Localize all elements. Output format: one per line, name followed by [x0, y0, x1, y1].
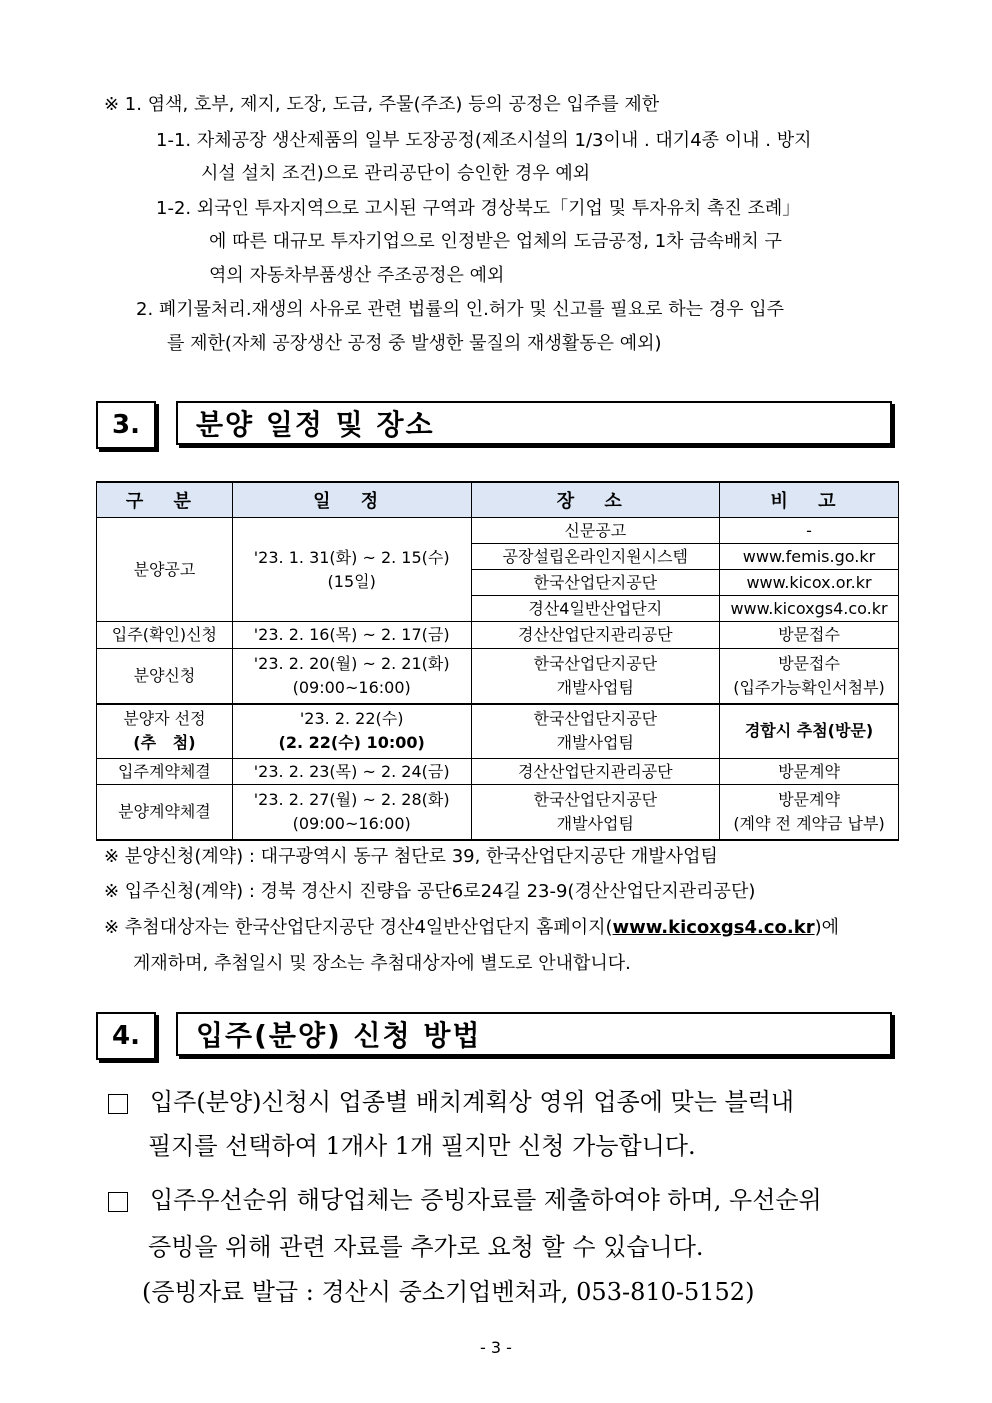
checklist-text: 입주(분양)신청시 업종별 배치계획상 영위 업종에 맞는 블럭내 — [150, 1088, 795, 1116]
section-4-number: 4. — [96, 1012, 156, 1060]
schedule-line: (2. 22(수) 10:00) — [278, 733, 425, 753]
cell-place — [471, 785, 719, 840]
table-header-row — [97, 482, 899, 518]
page-number: - 3 - — [480, 1338, 512, 1357]
cell-category — [97, 704, 233, 759]
table-row — [97, 785, 899, 840]
place-line: 한국산업단지공단 — [533, 653, 658, 673]
schedule-line: '23. 2. 20(월) ~ 2. 21(화) — [253, 653, 450, 673]
cell-remarks — [720, 785, 899, 840]
checklist-item-1 — [108, 1077, 794, 1127]
remarks-line: (계약 전 계약금 납부) — [733, 813, 885, 833]
note-lottery-text-end: )에 — [814, 917, 839, 938]
note-2-line2: 를 제한(자체 공장생산 공정 중 발생한 물질의 재생활동은 예외) — [167, 333, 662, 354]
cell-remarks: 방문접수 — [720, 622, 899, 649]
cell-place: 경산산업단지관리공단 — [471, 759, 719, 785]
place-line: 개발사업팀 — [556, 733, 634, 753]
cell-remarks: www.kicoxgs4.co.kr — [720, 596, 899, 622]
checklist-item-1-line2: 필지를 선택하여 1개사 1개 필지만 신청 가능합니다. — [148, 1132, 696, 1160]
place-line: 한국산업단지공단 — [533, 789, 658, 809]
cell-category: 분양신청 — [97, 649, 233, 704]
note-2-line1: 2. 폐기물처리.재생의 사유로 관련 법률의 인.허가 및 신고를 필요로 하는 경우 입주 — [136, 299, 784, 320]
table-row — [97, 649, 899, 704]
section-3-title: 분양 일정 및 장소 — [176, 401, 892, 445]
checkbox-icon — [108, 1192, 128, 1212]
place-line: 개발사업팀 — [556, 677, 634, 697]
cell-place — [471, 649, 719, 704]
cell-place: 공장설립온라인지원시스템 — [471, 544, 719, 570]
note-1-2-line1: 1-2. 외국인 투자지역으로 고시된 구역과 경상북도「기업 및 투자유치 촉진 조례」 — [156, 198, 801, 219]
checkbox-icon — [108, 1094, 128, 1114]
category-line: (추 첨) — [133, 733, 196, 753]
schedule-line: '23. 1. 31(화) ~ 2. 15(수) — [253, 547, 450, 567]
cell-remarks — [720, 649, 899, 704]
note-move-in-application: ※ 입주신청(계약) : 경북 경산시 진량읍 공단6로24길 23-9(경산산업단지관리공단) — [104, 881, 756, 902]
cell-place: 경산산업단지관리공단 — [471, 622, 719, 649]
header-schedule: 일 정 — [232, 482, 471, 518]
note-1: ※ 1. 염색, 호부, 제지, 도장, 도금, 주물(주조) 등의 공정은 입주를 제한 — [104, 94, 660, 115]
note-1-2-line3: 역의 자동차부품생산 주조공정은 예외 — [209, 265, 505, 286]
cell-schedule — [232, 649, 471, 704]
note-1-1-line1: 1-1. 자체공장 생산제품의 일부 도장공정(제조시설의 1/3이내 . 대기4종 이내 . 방지 — [156, 130, 812, 151]
cell-schedule: '23. 2. 23(목) ~ 2. 24(금) — [232, 759, 471, 785]
remarks-line: 방문접수 — [778, 653, 840, 673]
checklist-item-2-line3: (증빙자료 발급 : 경산시 중소기업벤처과, 053-810-5152) — [142, 1278, 755, 1306]
note-sale-application: ※ 분양신청(계약) : 대구광역시 동구 첨단로 39, 한국산업단지공단 개발사업팀 — [104, 846, 718, 867]
cell-place: 경산4일반산업단지 — [471, 596, 719, 622]
cell-category: 입주계약체결 — [97, 759, 233, 785]
place-line: 한국산업단지공단 — [533, 709, 658, 729]
table-row — [97, 759, 899, 785]
note-1-2-line2: 에 따른 대규모 투자기업으로 인정받은 업체의 도금공정, 1차 금속배치 구 — [209, 231, 782, 252]
note-1-1-line2: 시설 설치 조건)으로 관리공단이 승인한 경우 예외 — [201, 163, 591, 184]
section-3-number: 3. — [96, 401, 156, 449]
remarks-line: 방문계약 — [778, 789, 840, 809]
schedule-line: (15일) — [327, 571, 376, 591]
remarks-line: (입주가능확인서첨부) — [733, 677, 885, 697]
cell-place — [471, 704, 719, 759]
cell-place: 한국산업단지공단 — [471, 570, 719, 596]
cell-remarks: www.kicox.or.kr — [720, 570, 899, 596]
schedule-line: '23. 2. 22(수) — [299, 709, 404, 729]
cell-schedule — [232, 785, 471, 840]
schedule-table — [96, 481, 899, 841]
cell-schedule: '23. 2. 16(목) ~ 2. 17(금) — [232, 622, 471, 649]
checklist-item-2 — [108, 1175, 822, 1225]
homepage-link[interactable]: www.kicoxgs4.co.kr — [612, 917, 815, 938]
cell-remarks: - — [720, 518, 899, 544]
note-lottery — [104, 914, 839, 942]
category-line: 분양자 선정 — [123, 709, 206, 729]
note-lottery-line2: 게재하며, 추첨일시 및 장소는 추첨대상자에 별도로 안내합니다. — [133, 953, 631, 974]
checklist-item-2-line2: 증빙을 위해 관련 자료를 추가로 요청 할 수 있습니다. — [148, 1233, 704, 1261]
table-row — [97, 704, 899, 759]
table-row — [97, 622, 899, 649]
cell-category: 분양계약체결 — [97, 785, 233, 840]
note-lottery-text: ※ 추첨대상자는 한국산업단지공단 경산4일반산업단지 홈페이지( — [104, 917, 613, 938]
cell-remarks: 경합시 추첨(방문) — [720, 704, 899, 759]
table-row — [97, 518, 899, 544]
section-4-title: 입주(분양) 신청 방법 — [176, 1012, 892, 1056]
cell-schedule — [232, 518, 471, 622]
schedule-line: (09:00~16:00) — [292, 813, 411, 833]
schedule-line: '23. 2. 27(월) ~ 2. 28(화) — [253, 789, 450, 809]
cell-category: 분양공고 — [97, 518, 233, 622]
checklist-text: 입주우선순위 해당업체는 증빙자료를 제출하여야 하며, 우선순위 — [150, 1186, 822, 1214]
header-place: 장 소 — [471, 482, 719, 518]
header-category: 구 분 — [97, 482, 233, 518]
cell-schedule — [232, 704, 471, 759]
cell-remarks: 방문계약 — [720, 759, 899, 785]
header-remarks: 비 고 — [720, 482, 899, 518]
cell-category: 입주(확인)신청 — [97, 622, 233, 649]
cell-remarks: www.femis.go.kr — [720, 544, 899, 570]
cell-place: 신문공고 — [471, 518, 719, 544]
schedule-line: (09:00~16:00) — [292, 677, 411, 697]
place-line: 개발사업팀 — [556, 813, 634, 833]
